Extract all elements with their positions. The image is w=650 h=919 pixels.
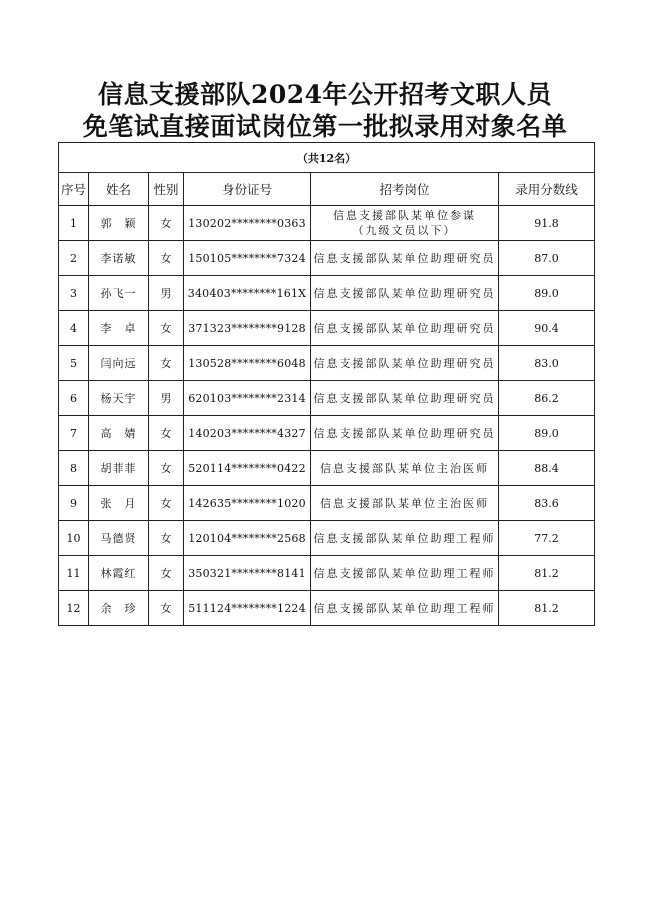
cell-position	[311, 521, 499, 556]
table-row	[59, 521, 595, 556]
cell-name: 胡菲菲	[89, 451, 149, 486]
cell-gender: 女	[149, 241, 184, 276]
cell-id: 150105********7324	[184, 241, 311, 276]
position-title: 信息支援部队某单位助理研究员	[313, 251, 496, 265]
position-title: 信息支援部队某单位助理研究员	[313, 426, 496, 440]
count-label: （共12名）	[59, 143, 595, 173]
cell-id: 130202********0363	[184, 206, 311, 241]
cell-id: 350321********8141	[184, 556, 311, 591]
table-row	[59, 451, 595, 486]
cell-no: 2	[59, 241, 89, 276]
cell-position	[311, 241, 499, 276]
cell-id: 511124********1224	[184, 591, 311, 626]
cell-no: 7	[59, 416, 89, 451]
cell-name: 孙飞一	[89, 276, 149, 311]
header-no: 序号	[59, 173, 89, 206]
cell-name: 李 卓	[89, 311, 149, 346]
cell-gender: 女	[149, 521, 184, 556]
cell-score: 81.2	[499, 591, 595, 626]
cell-score: 77.2	[499, 521, 595, 556]
position-title: 信息支援部队某单位助理研究员	[313, 356, 496, 370]
header-position: 招考岗位	[311, 173, 499, 206]
cell-score: 87.0	[499, 241, 595, 276]
table-row	[59, 416, 595, 451]
document-title-line-1: 信息支援部队2024年公开招考文职人员	[97, 80, 553, 109]
cell-name: 张 月	[89, 486, 149, 521]
cell-gender: 女	[149, 311, 184, 346]
cell-position	[311, 311, 499, 346]
header-id: 身份证号	[184, 173, 311, 206]
table-row	[59, 381, 595, 416]
cell-no: 3	[59, 276, 89, 311]
header-row	[59, 173, 595, 206]
cell-id: 120104********2568	[184, 521, 311, 556]
cell-no: 1	[59, 206, 89, 241]
cell-gender: 女	[149, 556, 184, 591]
cell-name: 马德贤	[89, 521, 149, 556]
cell-name: 林霞红	[89, 556, 149, 591]
position-title: 信息支援部队某单位主治医师	[320, 496, 489, 510]
cell-gender: 男	[149, 276, 184, 311]
header-name: 姓名	[89, 173, 149, 206]
position-note: （九级文员以下）	[352, 224, 457, 237]
table-row	[59, 206, 595, 241]
cell-no: 10	[59, 521, 89, 556]
header-gender: 性别	[149, 173, 184, 206]
position-title: 信息支援部队某单位主治医师	[320, 461, 489, 475]
cell-name: 郭 颖	[89, 206, 149, 241]
cell-score: 83.0	[499, 346, 595, 381]
table-row	[59, 311, 595, 346]
cell-score: 88.4	[499, 451, 595, 486]
cell-position	[311, 486, 499, 521]
cell-score: 83.6	[499, 486, 595, 521]
cell-position	[311, 276, 499, 311]
cell-no: 12	[59, 591, 89, 626]
cell-id: 620103********2314	[184, 381, 311, 416]
table-row	[59, 241, 595, 276]
cell-gender: 男	[149, 381, 184, 416]
cell-score: 91.8	[499, 206, 595, 241]
cell-position	[311, 381, 499, 416]
cell-id: 340403********161X	[184, 276, 311, 311]
cell-gender: 女	[149, 591, 184, 626]
cell-no: 4	[59, 311, 89, 346]
cell-position	[311, 206, 499, 241]
cell-name: 李诺敏	[89, 241, 149, 276]
position-title: 信息支援部队某单位助理工程师	[313, 531, 496, 545]
cell-score: 90.4	[499, 311, 595, 346]
cell-position	[311, 556, 499, 591]
count-row	[59, 143, 595, 173]
position-title: 信息支援部队某单位助理研究员	[313, 286, 496, 300]
header-score: 录用分数线	[499, 173, 595, 206]
table-row	[59, 346, 595, 381]
cell-position	[311, 416, 499, 451]
cell-no: 8	[59, 451, 89, 486]
document-title-line-2: 免笔试直接面试岗位第一批拟录用对象名单	[82, 112, 568, 141]
cell-score: 81.2	[499, 556, 595, 591]
cell-position	[311, 451, 499, 486]
cell-id: 130528********6048	[184, 346, 311, 381]
cell-gender: 女	[149, 346, 184, 381]
cell-no: 6	[59, 381, 89, 416]
cell-no: 5	[59, 346, 89, 381]
position-title: 信息支援部队某单位参谋	[333, 209, 476, 222]
cell-no: 9	[59, 486, 89, 521]
table-row	[59, 591, 595, 626]
cell-score: 89.0	[499, 416, 595, 451]
table-row	[59, 486, 595, 521]
position-title: 信息支援部队某单位助理研究员	[313, 321, 496, 335]
cell-id: 140203********4327	[184, 416, 311, 451]
cell-gender: 女	[149, 416, 184, 451]
table-row	[59, 556, 595, 591]
cell-name: 余 珍	[89, 591, 149, 626]
cell-gender: 女	[149, 206, 184, 241]
position-title: 信息支援部队某单位助理工程师	[313, 601, 496, 615]
cell-name: 闫向远	[89, 346, 149, 381]
cell-position	[311, 346, 499, 381]
cell-position	[311, 591, 499, 626]
cell-score: 86.2	[499, 381, 595, 416]
cell-name: 高 婧	[89, 416, 149, 451]
position-title: 信息支援部队某单位助理研究员	[313, 391, 496, 405]
cell-id: 371323********9128	[184, 311, 311, 346]
cell-gender: 女	[149, 486, 184, 521]
cell-no: 11	[59, 556, 89, 591]
candidate-table	[58, 142, 595, 626]
cell-name: 杨天宇	[89, 381, 149, 416]
cell-id: 142635********1020	[184, 486, 311, 521]
cell-gender: 女	[149, 451, 184, 486]
cell-score: 89.0	[499, 276, 595, 311]
cell-id: 520114********0422	[184, 451, 311, 486]
position-title: 信息支援部队某单位助理工程师	[313, 566, 496, 580]
table-row	[59, 276, 595, 311]
